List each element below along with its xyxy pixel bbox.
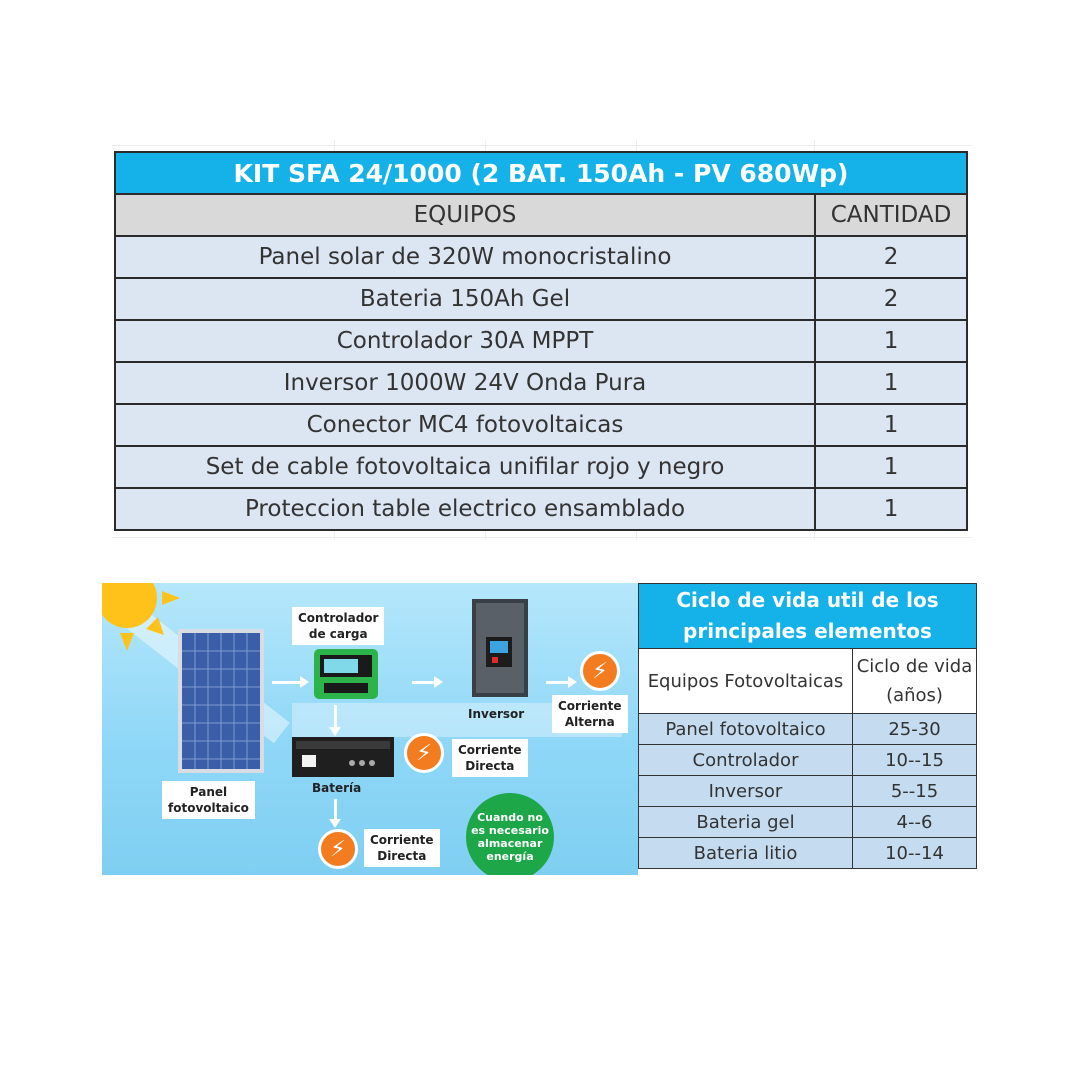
table-row (639, 807, 977, 838)
years-cell: 10--14 (853, 838, 977, 869)
lightning-bolt-icon: ⚡ (318, 829, 358, 869)
table-row (639, 776, 977, 807)
no-storage-badge: Cuando no es necesario almacenar energía (466, 793, 554, 875)
qty-cell: 2 (815, 278, 967, 320)
years-cell: 5--15 (853, 776, 977, 807)
solar-system-diagram (102, 583, 638, 875)
controller-label: Controlador de carga (292, 607, 384, 645)
battery-icon (292, 737, 394, 777)
inverter-label: Inversor (468, 707, 525, 721)
table-row (115, 362, 967, 404)
gridline (112, 145, 972, 146)
flow-arrow (546, 681, 570, 684)
charge-controller-icon (314, 649, 378, 699)
table-row (639, 714, 977, 745)
life-table-title: Ciclo de vida util de los principales elementos (639, 584, 977, 649)
dc-current-label: Corriente Directa (364, 829, 440, 867)
item-cell: Panel fotovoltaico (639, 714, 853, 745)
item-cell: Proteccion table electrico ensamblado (115, 488, 815, 530)
item-cell: Controlador 30A MPPT (115, 320, 815, 362)
qty-cell: 2 (815, 236, 967, 278)
item-cell: Bateria 150Ah Gel (115, 278, 815, 320)
sun-icon (102, 583, 182, 653)
gridline (112, 537, 972, 538)
lightning-bolt-icon: ⚡ (580, 651, 620, 691)
item-cell: Conector MC4 fotovoltaicas (115, 404, 815, 446)
flow-arrow (334, 799, 337, 821)
lightning-bolt-icon: ⚡ (404, 733, 444, 773)
table-row (115, 404, 967, 446)
item-cell: Controlador (639, 745, 853, 776)
kit-title: KIT SFA 24/1000 (2 BAT. 150Ah - PV 680Wp) (115, 152, 967, 194)
item-cell: Bateria litio (639, 838, 853, 869)
flow-arrow (412, 681, 436, 684)
years-cell: 10--15 (853, 745, 977, 776)
item-cell: Inversor (639, 776, 853, 807)
qty-cell: 1 (815, 488, 967, 530)
qty-cell: 1 (815, 446, 967, 488)
life-cycle-table (638, 583, 977, 869)
dc-current-label: Corriente Directa (452, 739, 528, 777)
qty-cell: 1 (815, 362, 967, 404)
item-cell: Bateria gel (639, 807, 853, 838)
years-cell: 25-30 (853, 714, 977, 745)
qty-cell: 1 (815, 404, 967, 446)
table-row (115, 278, 967, 320)
battery-label: Batería (312, 781, 362, 795)
panel-label: Panel fotovoltaico (162, 781, 255, 819)
years-cell: 4--6 (853, 807, 977, 838)
header-equipos: EQUIPOS (115, 194, 815, 236)
table-row (639, 838, 977, 869)
qty-cell: 1 (815, 320, 967, 362)
flow-arrow (272, 681, 302, 684)
table-row (115, 320, 967, 362)
kit-table (114, 151, 968, 531)
header-cantidad: CANTIDAD (815, 194, 967, 236)
ac-current-label: Corriente Alterna (552, 695, 628, 733)
header-ciclo-de-vida: Ciclo de vida (años) (853, 649, 977, 714)
item-cell: Panel solar de 320W monocristalino (115, 236, 815, 278)
table-row (115, 488, 967, 530)
inverter-icon (472, 599, 528, 697)
table-row (639, 745, 977, 776)
item-cell: Set de cable fotovoltaica unifilar rojo y negro (115, 446, 815, 488)
flow-arrow (334, 705, 337, 729)
table-row (115, 446, 967, 488)
solar-panel-icon (178, 629, 264, 773)
table-row (115, 236, 967, 278)
item-cell: Inversor 1000W 24V Onda Pura (115, 362, 815, 404)
header-equipos-fotovoltaicas: Equipos Fotovoltaicas (639, 649, 853, 714)
